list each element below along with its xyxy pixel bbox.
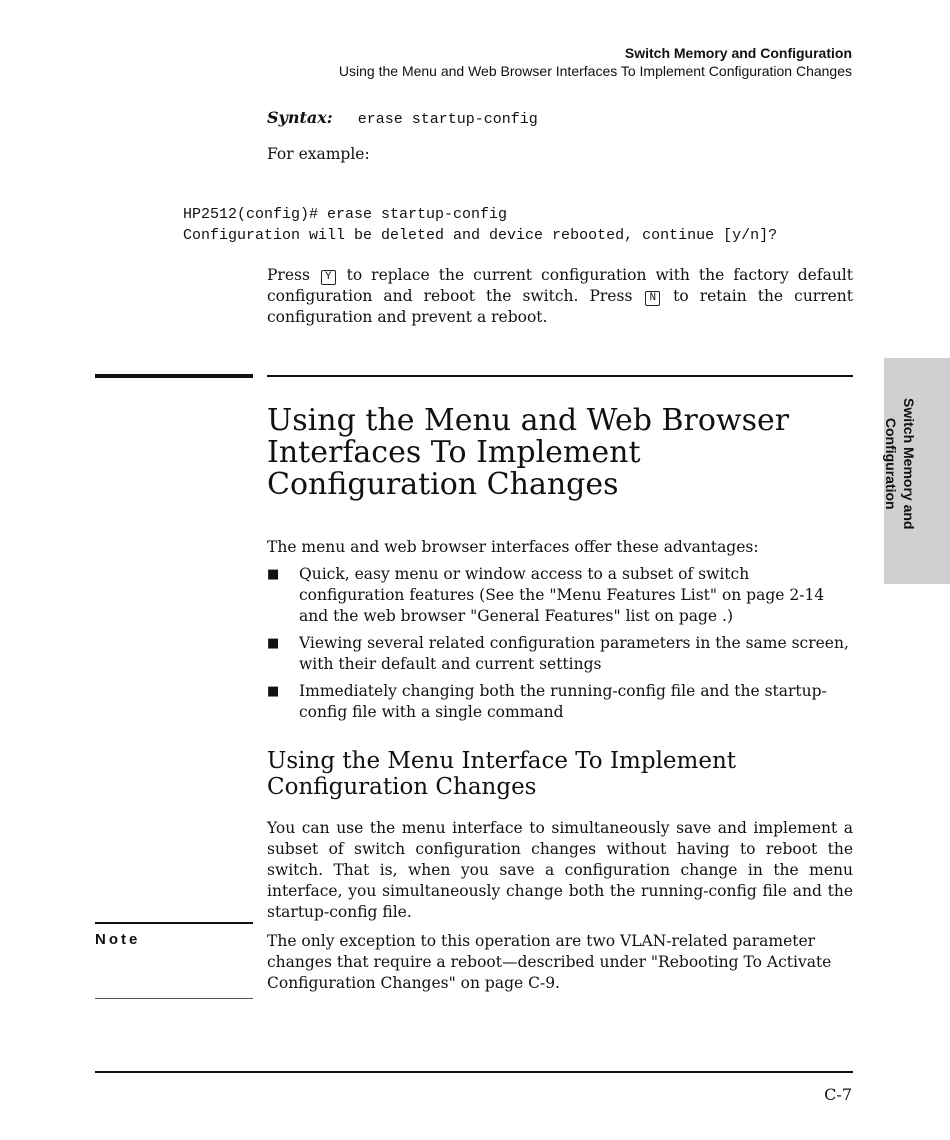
code-line: HP2512(config)# erase startup-config [183,206,508,223]
list-item-text: Quick, easy menu or window access to a subset of switch configuration features (See the "Menu Features List" on page 2-14 and the web browser "General Features" list on page .) [299,565,825,625]
chapter-side-tab-label: Switch Memory and Configuration [883,398,917,530]
note-label: Note [95,931,141,948]
subsection-heading: Using the Menu Interface To Implement Configuration Changes [267,748,737,800]
running-header-subtitle: Using the Menu and Web Browser Interfaces To Implement Configuration Changes [338,63,852,79]
syntax-line [267,108,538,128]
key-instructions-paragraph [267,265,853,328]
code-line: Configuration will be deleted and device rebooted, continue [y/n]? [183,227,778,244]
press-text-1: Press [267,266,310,284]
page-number: C-7 [824,1085,852,1104]
note-rule-bottom [95,998,253,999]
section-heading: Using the Menu and Web Browser Interfaces To Implement Configuration Changes [267,403,790,502]
bullet-square-icon: ■ [267,636,280,651]
note-rule-top [95,922,253,924]
list-item-text: Viewing several related configuration parameters in the same screen, with their default and current settings [299,634,849,673]
code-example [183,204,777,246]
key-y-icon: Y [321,270,336,285]
note-text: The only exception to this operation are two VLAN-related parameter changes that require a reboot—described under "Rebooting To Activate Configuration Changes" on page C-9. [267,932,832,992]
chapter-side-tab [884,358,950,584]
example-intro: For example: [267,145,370,163]
list-item [267,564,853,627]
list-item [267,681,853,723]
syntax-label: Syntax: [267,108,333,127]
list-item [267,633,853,675]
press-text-3: to retain the current configuration and prevent a reboot. [267,287,854,326]
list-item-text: Immediately changing both the running-config file and the startup-config file with a single command [299,682,827,721]
section-divider [267,375,853,377]
press-text-2: to replace the current configuration with the factory default configuration and reboot the switch. Press [267,266,853,305]
section-divider-thick [95,374,253,378]
running-header [339,44,852,80]
advantages-list [267,564,853,729]
syntax-command: erase startup-config [357,111,538,128]
running-header-title: Switch Memory and Configuration [624,45,852,61]
subsection-paragraph: You can use the menu interface to simultaneously save and implement a subset of switch configuration changes without having to reboot the switch. That is, when you save a configuration change in the menu interface, you simultaneously change both the running-config file and the startup-config file. [267,819,853,921]
key-n-icon: N [645,291,660,306]
section-intro: The menu and web browser interfaces offer these advantages: [267,538,759,556]
footer-rule [95,1071,853,1073]
bullet-square-icon: ■ [267,684,280,699]
bullet-square-icon: ■ [267,567,280,582]
